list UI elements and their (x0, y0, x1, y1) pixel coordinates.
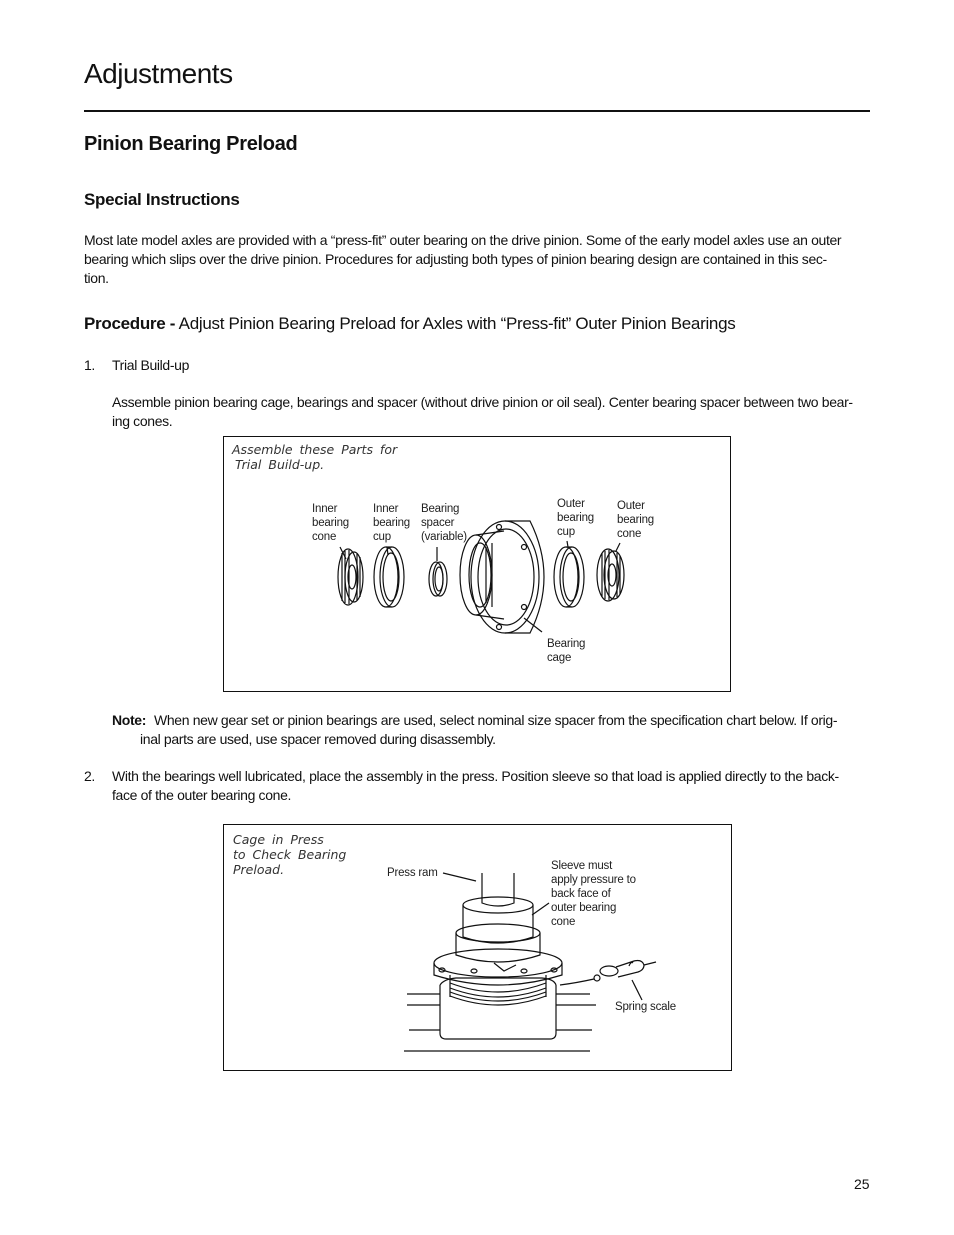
bearing-cage-shape (460, 521, 544, 633)
inner-bearing-cup-shape (374, 547, 404, 607)
caption-line: to Check Bearing (233, 847, 347, 862)
note-text-continued (140, 730, 870, 749)
outer-bearing-cup-shape (554, 547, 584, 607)
note-line: inal parts are used, use spacer removed during disassembly. (140, 731, 496, 747)
caption-line: Cage in Press (233, 832, 324, 847)
step-2-number: 2. (84, 768, 95, 784)
intro-line: Most late model axles are provided with a “press-fit” outer bearing on the drive pinion. Some of the early model axles use an outer (84, 232, 842, 248)
step-1-text (112, 393, 870, 431)
label-line: Inner (373, 503, 399, 515)
page-title: Adjustments (84, 58, 233, 89)
title-divider (84, 110, 870, 112)
caption-line: Preload. (233, 862, 285, 877)
label-press-ram: Press ram (387, 867, 438, 879)
caption-line: Trial Build-up. (235, 457, 325, 472)
label-line: Sleeve must (551, 860, 613, 872)
section-title: Pinion Bearing Preload (84, 133, 298, 155)
label-line: cup (373, 531, 391, 543)
label-line: cage (547, 652, 572, 664)
label-line: bearing (312, 517, 349, 529)
label-line: cone (617, 528, 642, 540)
note-label-text: Note: (112, 712, 147, 728)
step-2-text (112, 767, 870, 805)
step-2-line: With the bearings well lubricated, place the assembly in the press. Position sleeve so that load is applied directly to the back- (112, 768, 839, 784)
note-label (112, 711, 146, 730)
note-line: When new gear set or pinion bearings are used, select nominal size spacer from the specification chart below. If orig- (154, 712, 838, 728)
step-2-line: face of the outer bearing cone. (112, 787, 292, 803)
step-1-line: Assemble pinion bearing cage, bearings and spacer (without drive pinion or oil seal). Center bearing spacer between two bear- (112, 394, 853, 410)
label-line: cone (312, 531, 337, 543)
label-line: bearing (557, 512, 594, 524)
label-line: spacer (421, 517, 455, 529)
label-line: Outer (617, 500, 645, 512)
press-ram-shape (482, 873, 514, 906)
label-line: back face of (551, 888, 611, 900)
label-line: cone (551, 916, 576, 928)
bearing-parts-illustration (224, 437, 730, 691)
figure-cage-in-press (223, 824, 732, 1071)
label-line: Outer (557, 498, 585, 510)
label-line: outer bearing (551, 902, 617, 914)
procedure-title: Adjust Pinion Bearing Preload for Axles with “Press-fit” Outer Pinion Bearings (178, 314, 736, 333)
label-spring-scale: Spring scale (615, 1001, 676, 1013)
intro-paragraph (84, 231, 870, 288)
label-line: apply pressure to (551, 874, 636, 886)
press-sleeve-shape (463, 897, 533, 943)
caption-line: Assemble these Parts for (232, 442, 398, 457)
outer-bearing-cone-shape (597, 549, 624, 601)
step-1-line: ing cones. (112, 413, 173, 429)
label-line: (variable) (421, 531, 467, 543)
intro-line: tion. (84, 270, 109, 286)
step-1-number: 1. (84, 357, 95, 373)
spring-scale-shape (560, 961, 656, 986)
bearing-spacer-shape (429, 562, 447, 596)
procedure-label: Procedure - (84, 314, 176, 333)
figure-trial-buildup (223, 436, 731, 692)
step-1-title: Trial Build-up (112, 357, 190, 373)
label-line: bearing (373, 517, 410, 529)
intro-line: bearing which slips over the drive pinion. Procedures for adjusting both types of pinion bearing design are contained in this sec- (84, 251, 827, 267)
press-illustration (224, 825, 731, 1070)
subsection-title: Special Instructions (84, 190, 240, 209)
label-line: Bearing (547, 638, 586, 650)
label-line: cup (557, 526, 575, 538)
cage-flange-shape (434, 949, 562, 985)
press-base-shape (404, 978, 596, 1051)
procedure-heading (84, 314, 735, 334)
inner-bearing-cone-shape (338, 549, 363, 605)
label-line: Inner (312, 503, 338, 515)
page-number: 25 (854, 1176, 870, 1192)
label-line: bearing (617, 514, 654, 526)
note-text (154, 711, 870, 730)
bearing-cage-shape (450, 975, 546, 1005)
label-line: Bearing (421, 503, 460, 515)
